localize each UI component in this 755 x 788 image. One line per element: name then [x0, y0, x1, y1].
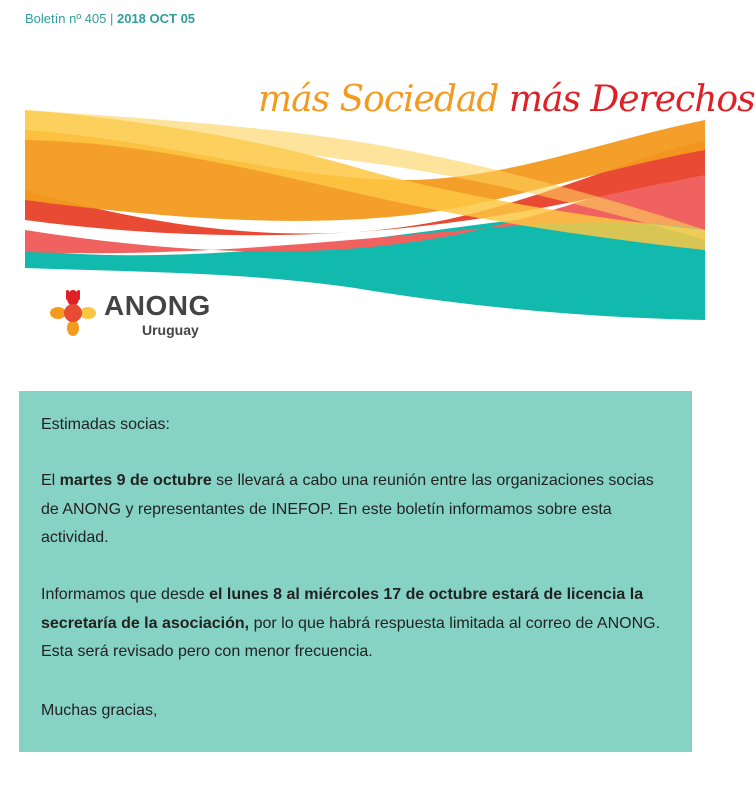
bulletin-number: Boletín nº 405 |	[25, 11, 114, 26]
bulletin-date: 2018 OCT 05	[116, 11, 196, 26]
logo-name: ANONG	[104, 290, 211, 321]
message-box	[19, 391, 692, 752]
hands-icon	[48, 288, 98, 338]
paragraph-meeting: El martes 9 de octubre se llevará a cabo una reunión entre las organizaciones socias de ANONG y representantes de INEFOP. En este boletín informamos sobre esta actividad.	[41, 472, 654, 546]
slogan-part1: más Sociedad	[258, 79, 499, 120]
paragraph-leave: Informamos que desde el lunes 8 al miércoles 17 de octubre estará de licencia la secretaría de la asociación, por lo que habrá respuesta limitada al correo de ANONG. Esta será revisado pero con menor frecuencia.	[41, 586, 661, 660]
greeting: Estimadas socias:	[41, 416, 170, 433]
banner-slogan	[258, 78, 755, 122]
bulletin-header	[25, 11, 195, 26]
logo-subtitle: Uruguay	[142, 322, 199, 338]
closing: Muchas gracias,	[41, 702, 158, 719]
slogan-part2: más Derechos	[508, 79, 755, 120]
